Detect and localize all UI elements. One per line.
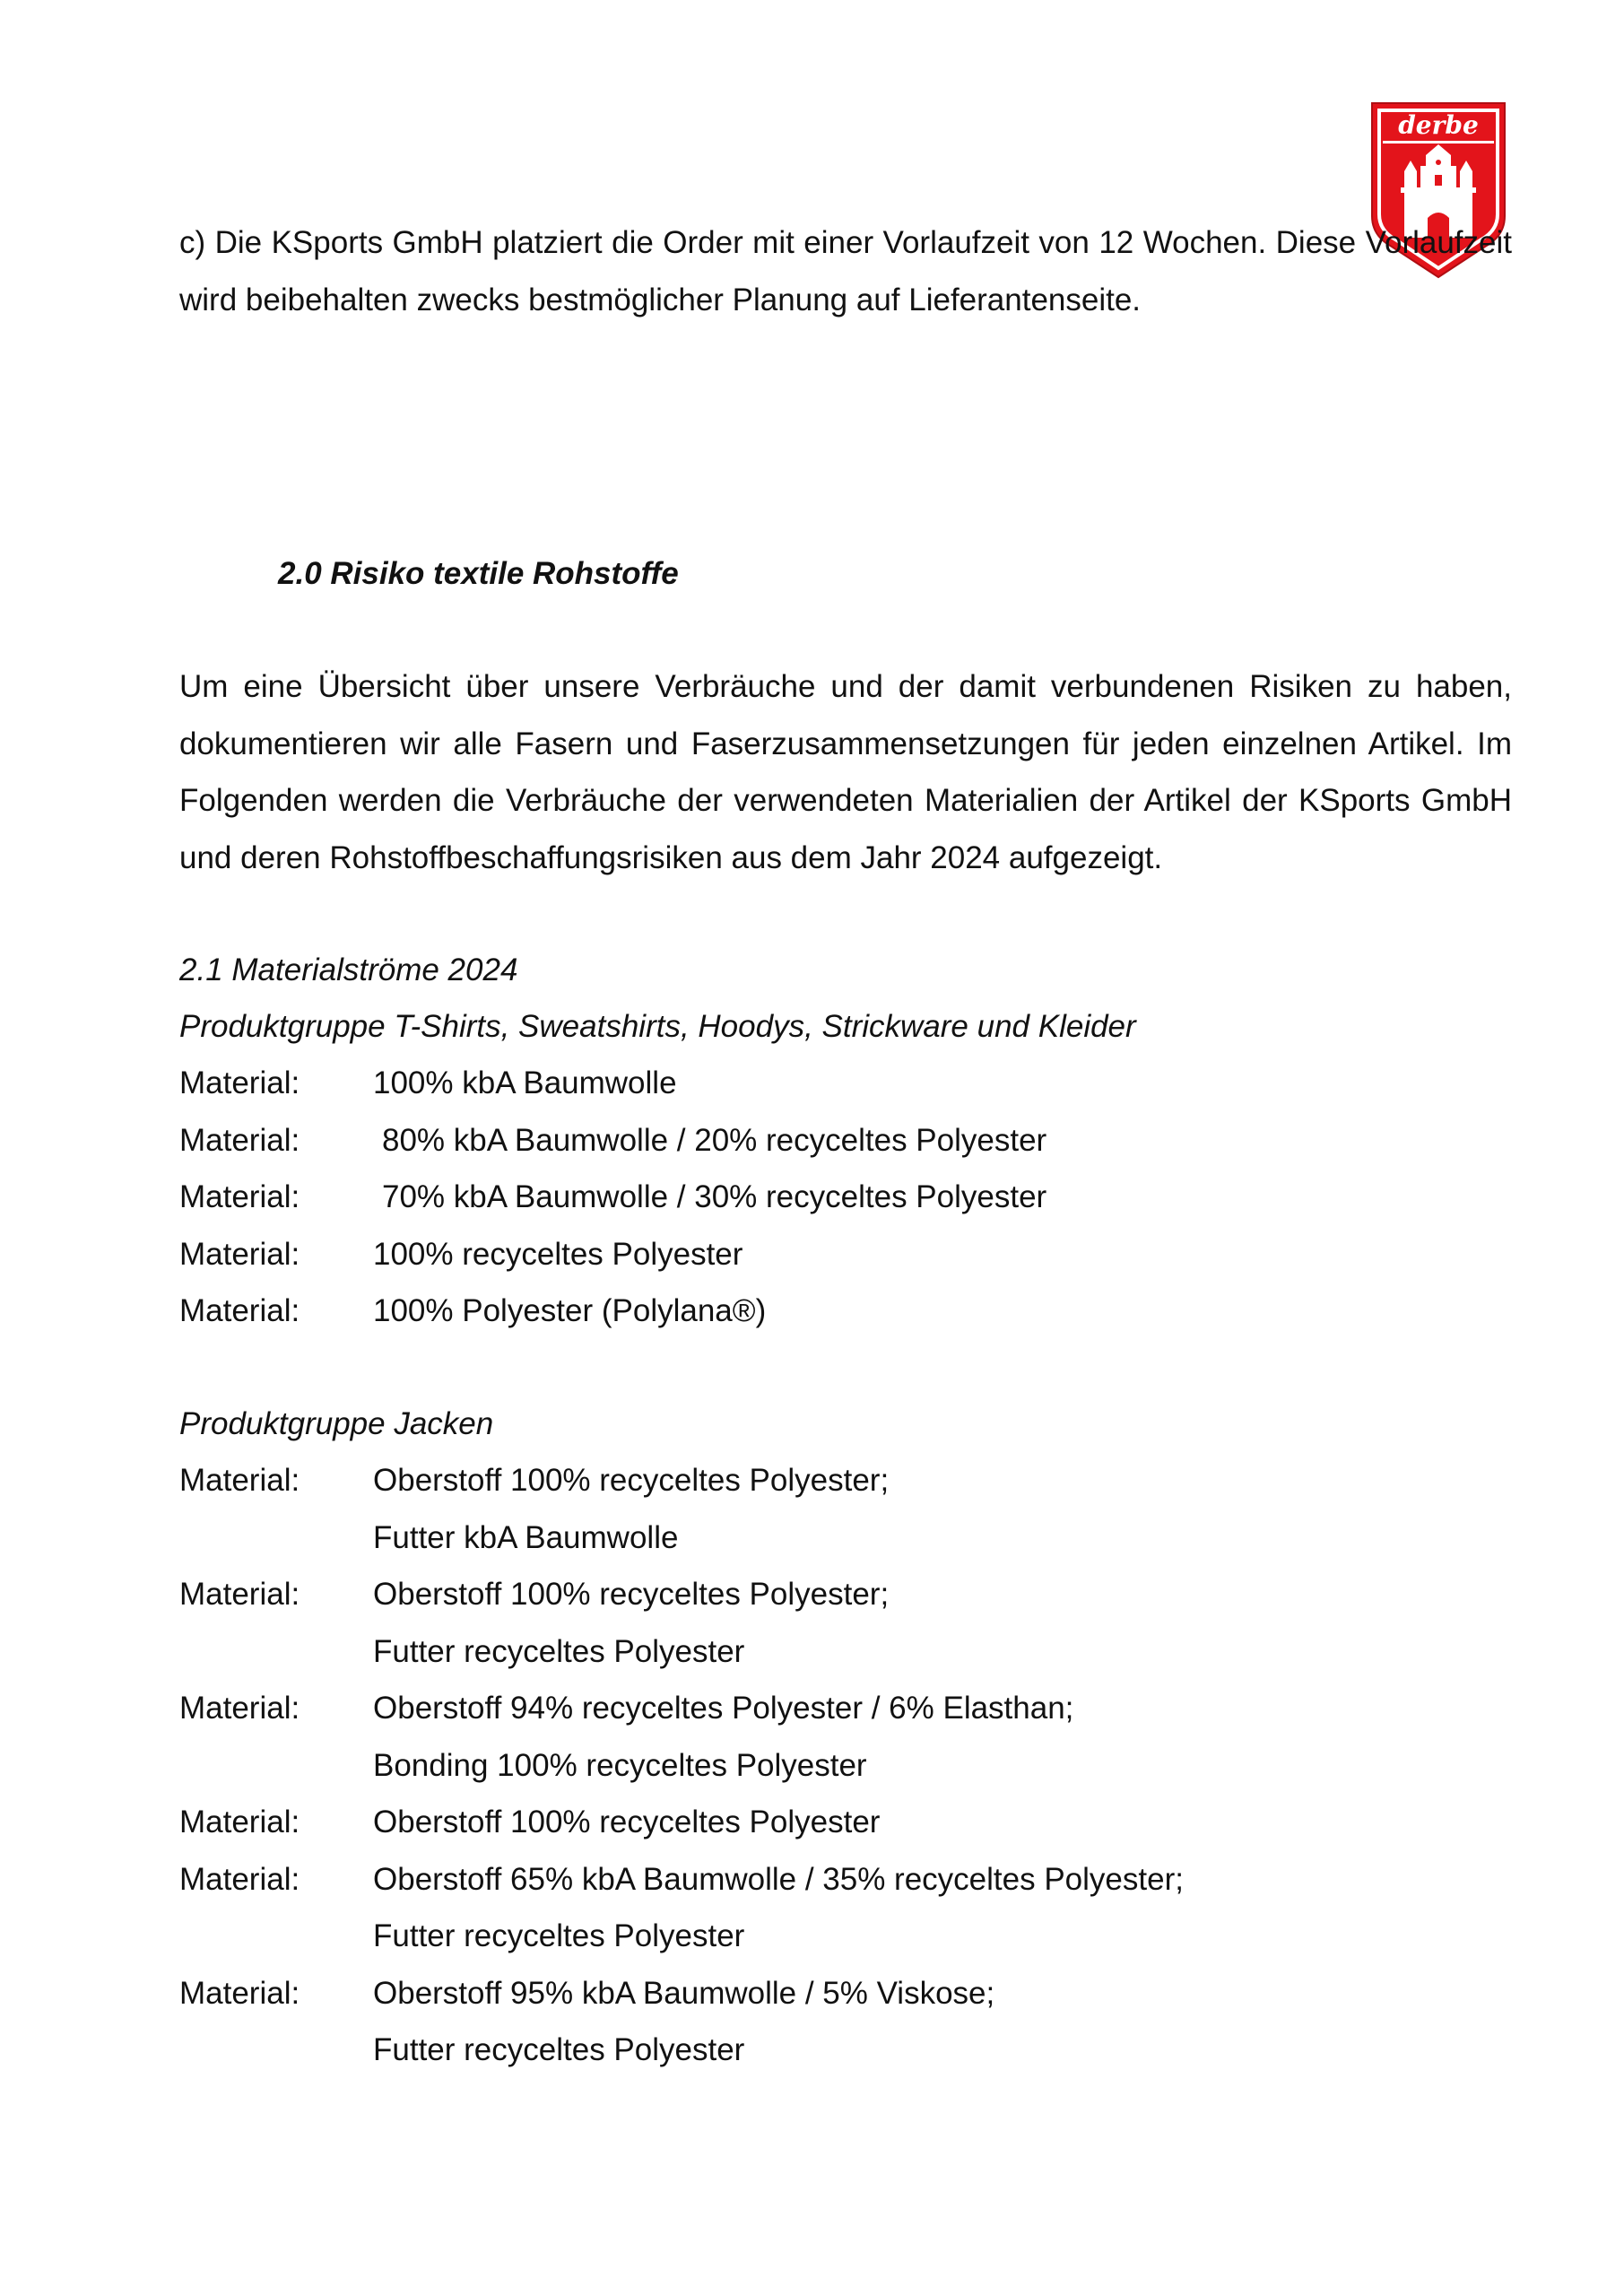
material-label: Material: <box>179 1236 300 1272</box>
material-line: Bonding 100% recyceltes Polyester <box>373 1747 867 1783</box>
material-label: Material: <box>179 1805 300 1839</box>
material-line: Futter recyceltes Polyester <box>373 1918 745 1953</box>
material-line: Oberstoff 100% recyceltes Polyester; <box>373 1577 890 1612</box>
list-item <box>179 1112 1512 1170</box>
material-label: Material: <box>179 1975 300 2011</box>
material-label: Material: <box>179 1691 300 1726</box>
list-item <box>179 1283 1512 1340</box>
material-line: Oberstoff 95% kbA Baumwolle / 5% Viskose; <box>373 1975 995 2011</box>
material-line: Oberstoff 94% recyceltes Polyester / 6% Elasthan; <box>373 1691 1074 1726</box>
list-item <box>179 1851 1512 1965</box>
material-line: Futter recyceltes Polyester <box>373 2032 745 2067</box>
list-item <box>179 1055 1512 1112</box>
list-item <box>179 1169 1512 1226</box>
section-heading: 2.0 Risiko textile Rohstoffe <box>278 556 679 591</box>
section-paragraph: Um eine Übersicht über unsere Verbräuche und der damit verbundenen Risiken zu haben, dokumentieren wir alle Fasern und Faserzusammensetzungen für jeden einzelnen Artikel. Im Folgenden werden die Verbräuche der verwendeten Materialien der Artikel der KSports GmbH und deren Rohstoffbeschaffungsrisiken aus dem Jahr 2024 aufgezeigt. <box>179 669 1512 875</box>
material-label: Material: <box>179 1861 300 1897</box>
material-line: Oberstoff 100% recyceltes Polyester <box>373 1805 881 1839</box>
list-item <box>179 1965 1512 2079</box>
list-item <box>179 1680 1512 1794</box>
material-label: Material: <box>179 1577 300 1612</box>
material-label: Material: <box>179 1065 300 1100</box>
intro-paragraph: c) Die KSports GmbH platziert die Order mit einer Vorlaufzeit von 12 Wochen. Diese Vorlaufzeit wird beibehalten zwecks bestmöglicher Planung auf Lieferantenseite. <box>179 225 1512 317</box>
group1-material-list <box>179 1055 1512 1340</box>
subsection-heading: 2.1 Materialströme 2024 <box>179 952 518 987</box>
svg-text:derbe: derbe <box>1398 110 1479 140</box>
material-line: Oberstoff 100% recyceltes Polyester; <box>373 1463 890 1498</box>
group2-title: Produktgruppe Jacken <box>179 1406 494 1441</box>
list-item <box>179 1794 1512 1851</box>
list-item <box>179 1452 1512 1566</box>
group2-material-list <box>179 1452 1512 2079</box>
material-value: 100% recyceltes Polyester <box>373 1236 743 1272</box>
list-item <box>179 1226 1512 1283</box>
material-value: 100% kbA Baumwolle <box>373 1065 677 1100</box>
group1-title: Produktgruppe T-Shirts, Sweatshirts, Hoodys, Strickware und Kleider <box>179 1009 1136 1044</box>
material-line: Oberstoff 65% kbA Baumwolle / 35% recyceltes Polyester; <box>373 1861 1184 1897</box>
material-label: Material: <box>179 1122 300 1158</box>
material-value: 100% Polyester (Polylana®) <box>373 1293 767 1328</box>
material-value: 70% kbA Baumwolle / 30% recyceltes Polyester <box>382 1179 1047 1214</box>
material-line: Futter recyceltes Polyester <box>373 1633 745 1669</box>
list-item <box>179 1566 1512 1680</box>
material-line: Futter kbA Baumwolle <box>373 1519 679 1555</box>
material-label: Material: <box>179 1293 300 1328</box>
material-label: Material: <box>179 1179 300 1214</box>
material-value: 80% kbA Baumwolle / 20% recyceltes Polyester <box>382 1122 1047 1158</box>
material-label: Material: <box>179 1463 300 1498</box>
